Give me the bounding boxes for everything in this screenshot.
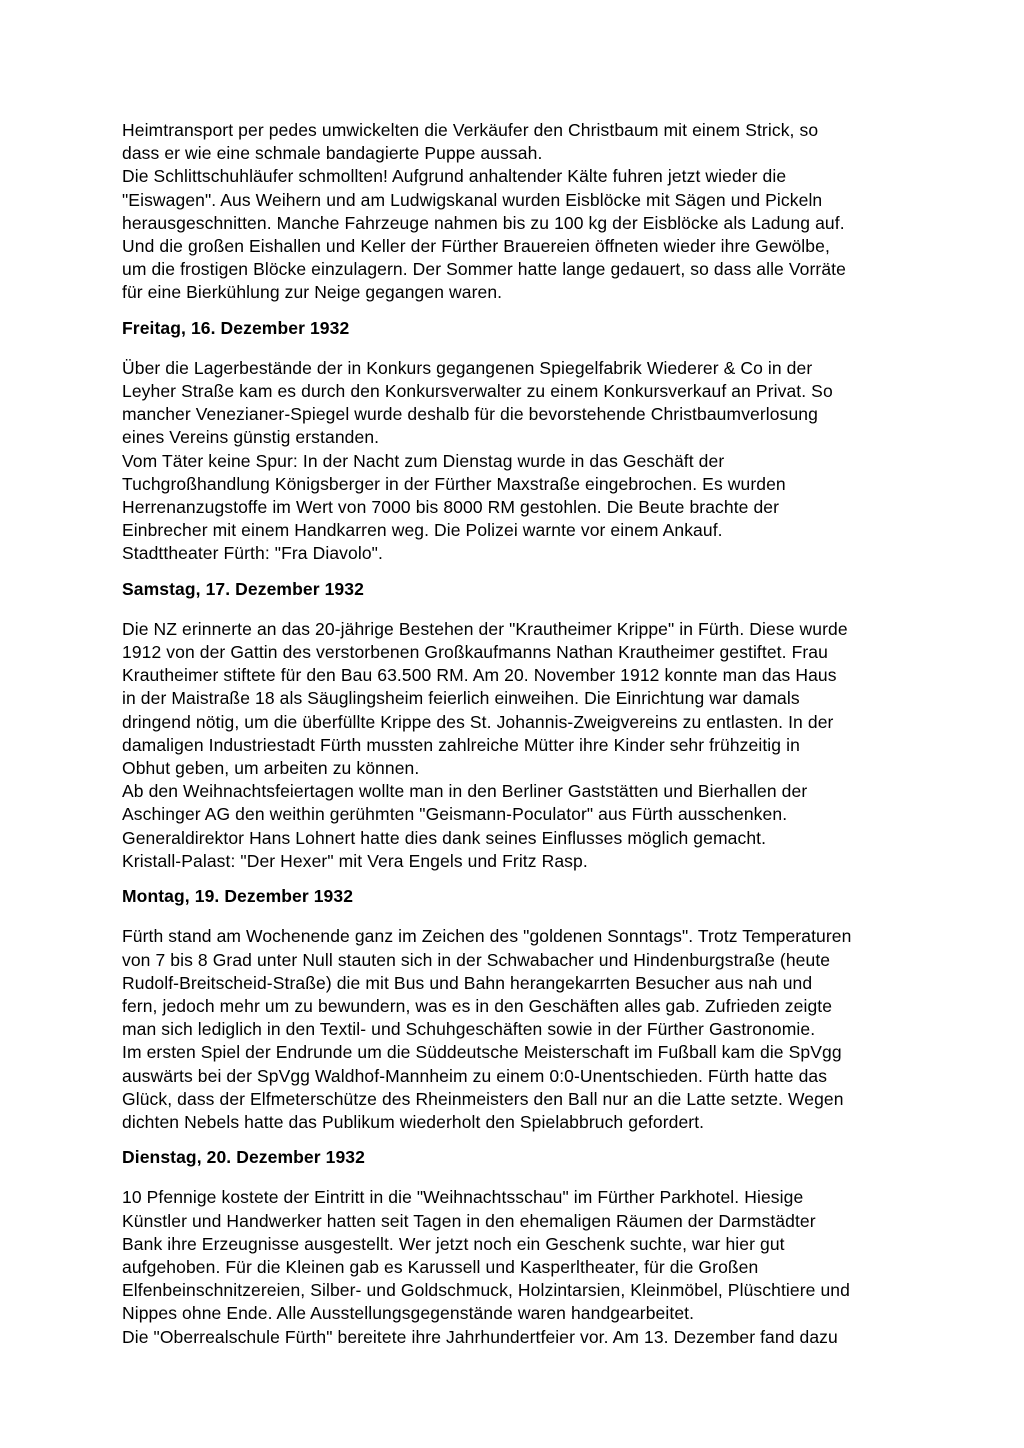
- paragraph-line: Elfenbeinschnitzereien, Silber- und Goldschmuck, Holzintarsien, Kleinmöbel, Plüschtiere und: [122, 1280, 850, 1301]
- paragraph-line: Ab den Weihnachtsfeiertagen wollte man in den Berliner Gaststätten und Bierhallen der: [122, 781, 808, 802]
- paragraph-line: mancher Venezianer-Spiegel wurde deshalb für die bevorstehende Christbaumverlosung: [122, 404, 818, 425]
- paragraph-line: "Eiswagen". Aus Weihern und am Ludwigskanal wurden Eisblöcke mit Sägen und Pickeln: [122, 189, 823, 210]
- paragraph-line: eines Vereins günstig erstanden.: [122, 427, 380, 448]
- paragraph-line: Einbrecher mit einem Handkarren weg. Die Polizei warnte vor einem Ankauf.: [122, 520, 723, 541]
- paragraph-line: von 7 bis 8 Grad unter Null stauten sich in der Schwabacher und Hindenburgstraße (heute: [122, 949, 831, 970]
- paragraph-line: Fürth stand am Wochenende ganz im Zeichen des "goldenen Sonntags". Trotz Temperaturen: [122, 926, 852, 947]
- paragraph-line: Die "Oberrealschule Fürth" bereitete ihre Jahrhundertfeier vor. Am 13. Dezember fand dazu: [122, 1326, 838, 1347]
- heading-line: Montag, 19. Dezember 1932: [122, 886, 354, 907]
- date-heading: [122, 578, 912, 601]
- paragraph-line: um die frostigen Blöcke einzulagern. Der Sommer hatte lange gedauert, so dass alle Vorräte: [122, 259, 846, 280]
- text-paragraph: [122, 618, 912, 873]
- paragraph-line: in der Maistraße 18 als Säuglingsheim feierlich einweihen. Die Einrichtung war damals: [122, 688, 800, 709]
- paragraph-line: Krautheimer stiftete für den Bau 63.500 RM. Am 20. November 1912 konnte man das Haus: [122, 665, 837, 686]
- paragraph-line: herausgeschnitten. Manche Fahrzeuge nahmen bis zu 100 kg der Eisblöcke als Ladung auf.: [122, 212, 845, 233]
- paragraph-line: man sich lediglich in den Textil- und Schuhgeschäften sowie in der Fürther Gastronomie.: [122, 1019, 816, 1040]
- text-paragraph: [122, 119, 912, 305]
- text-paragraph: [122, 357, 912, 566]
- paragraph-line: aufgehoben. Für die Kleinen gab es Karussell und Kasperltheater, für die Großen: [122, 1256, 759, 1277]
- paragraph-line: dass er wie eine schmale bandagierte Puppe aussah.: [122, 143, 543, 164]
- paragraph-line: Heimtransport per pedes umwickelten die Verkäufer den Christbaum mit einem Strick, so: [122, 120, 819, 140]
- date-heading: [122, 885, 912, 908]
- date-heading: [122, 317, 912, 340]
- paragraph-line: auswärts bei der SpVgg Waldhof-Mannheim zu einem 0:0-Unentschieden. Fürth hatte das: [122, 1065, 828, 1086]
- paragraph-line: für eine Bierkühlung zur Neige gegangen waren.: [122, 282, 503, 303]
- paragraph-line: Tuchgroßhandlung Königsberger in der Fürther Maxstraße eingebrochen. Es wurden: [122, 473, 786, 494]
- paragraph-line: Die Schlittschuhläufer schmollten! Aufgrund anhaltender Kälte fuhren jetzt wieder die: [122, 166, 787, 187]
- paragraph-line: Rudolf-Breitscheid-Straße) die mit Bus und Bahn herangekarrten Besucher aus nah und: [122, 972, 813, 993]
- paragraph-line: 10 Pfennige kostete der Eintritt in die "Weihnachtsschau" im Fürther Parkhotel. Hiesige: [122, 1187, 804, 1208]
- paragraph-line: Leyher Straße kam es durch den Konkursverwalter zu einem Konkursverkauf an Privat. So: [122, 381, 833, 402]
- paragraph-line: Und die großen Eishallen und Keller der Fürther Brauereien öffneten wieder ihre Gewölbe,: [122, 236, 830, 257]
- paragraph-line: Über die Lagerbestände der in Konkurs gegangenen Spiegelfabrik Wiederer & Co in der: [122, 357, 813, 378]
- paragraph-line: dichten Nebels hatte das Publikum wiederholt den Spielabbruch gefordert.: [122, 1111, 705, 1132]
- text-paragraph: [122, 1186, 912, 1348]
- date-heading: [122, 1146, 912, 1169]
- document-content: [122, 119, 912, 1349]
- heading-line: Dienstag, 20. Dezember 1932: [122, 1147, 365, 1168]
- paragraph-line: Aschinger AG den weithin gerühmten "Geismann-Poculator" aus Fürth ausschenken.: [122, 804, 788, 825]
- paragraph-line: Kristall-Palast: "Der Hexer" mit Vera Engels und Fritz Rasp.: [122, 850, 588, 871]
- paragraph-line: Künstler und Handwerker hatten seit Tagen in den ehemaligen Räumen der Darmstädter: [122, 1210, 816, 1231]
- paragraph-line: Die NZ erinnerte an das 20-jährige Bestehen der "Krautheimer Krippe" in Fürth. Diese wurde: [122, 618, 848, 639]
- paragraph-line: dringend nötig, um die überfüllte Krippe des St. Johannis-Zweigvereins zu entlasten. In der: [122, 711, 834, 732]
- paragraph-line: Obhut geben, um arbeiten zu können.: [122, 758, 420, 779]
- paragraph-line: Bank ihre Erzeugnisse ausgestellt. Wer jetzt noch ein Geschenk suchte, war hier gut: [122, 1233, 785, 1254]
- paragraph-line: Nippes ohne Ende. Alle Ausstellungsgegenstände waren handgearbeitet.: [122, 1303, 695, 1324]
- paragraph-line: Glück, dass der Elfmeterschütze des Rheinmeisters den Ball nur an die Latte setzte. Wegen: [122, 1088, 844, 1109]
- paragraph-line: fern, jedoch mehr um zu bewundern, was es in den Geschäften alles gab. Zufrieden zeigte: [122, 995, 833, 1016]
- paragraph-line: Stadttheater Fürth: "Fra Diavolo".: [122, 543, 383, 564]
- paragraph-line: Generaldirektor Hans Lohnert hatte dies dank seines Einflusses möglich gemacht.: [122, 827, 767, 848]
- paragraph-line: Herrenanzugstoffe im Wert von 7000 bis 8000 RM gestohlen. Die Beute brachte der: [122, 497, 780, 518]
- paragraph-line: Vom Täter keine Spur: In der Nacht zum Dienstag wurde in das Geschäft der: [122, 450, 725, 471]
- text-paragraph: [122, 925, 912, 1134]
- paragraph-line: Im ersten Spiel der Endrunde um die Süddeutsche Meisterschaft im Fußball kam die SpVgg: [122, 1042, 842, 1063]
- paragraph-line: 1912 von der Gattin des verstorbenen Großkaufmanns Nathan Krautheimer gestiftet. Frau: [122, 642, 828, 663]
- paragraph-line: damaligen Industriestadt Fürth mussten zahlreiche Mütter ihre Kinder sehr frühzeitig in: [122, 734, 800, 755]
- heading-line: Freitag, 16. Dezember 1932: [122, 317, 350, 338]
- heading-line: Samstag, 17. Dezember 1932: [122, 578, 364, 599]
